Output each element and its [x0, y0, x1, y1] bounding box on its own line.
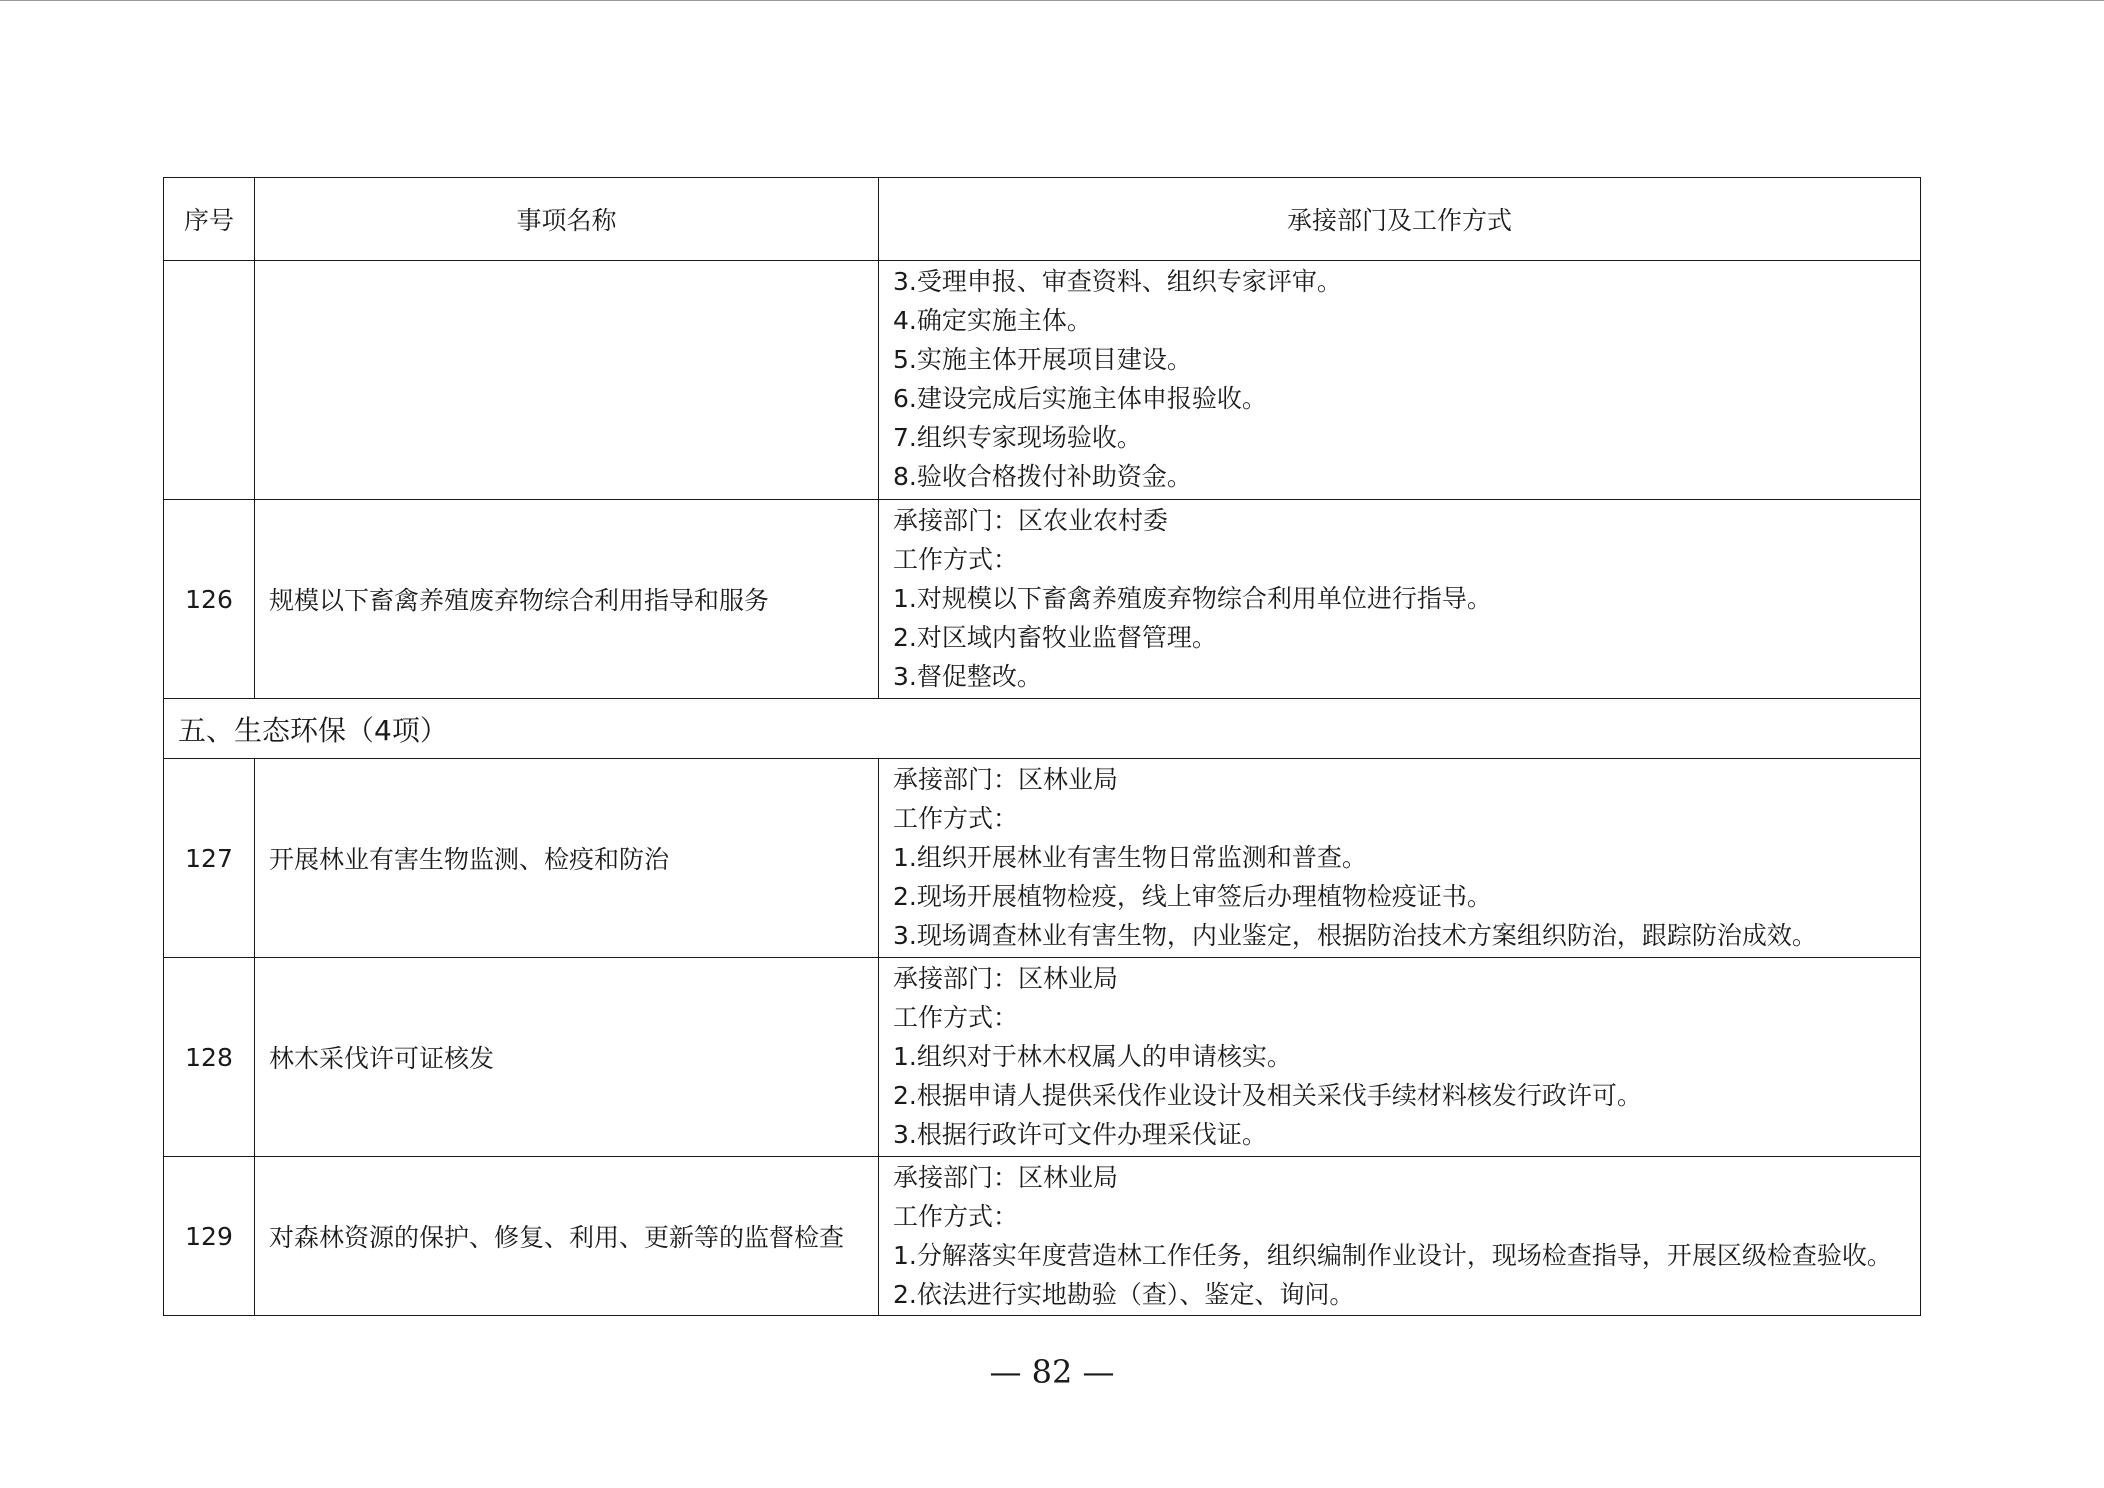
row-dept: [879, 1157, 1921, 1316]
dept-line: 1.组织开展林业有害生物日常监测和普查。: [893, 843, 1367, 872]
dept-line: 工作方式：: [893, 1202, 1019, 1231]
dept-line: 承接部门：区林业局: [893, 964, 1119, 993]
row-seq: 126: [164, 500, 255, 699]
matters-table: [163, 177, 1921, 1316]
dept-line: 3.现场调查林业有害生物，内业鉴定，根据防治技术方案组织防治，跟踪防治成效。: [893, 921, 1817, 950]
section-title: 五、生态环保（4项）: [164, 699, 1921, 759]
dept-line: 承接部门：区林业局: [893, 1163, 1119, 1192]
row-dept: [879, 958, 1921, 1157]
dept-line: 4.确定实施主体。: [893, 306, 1092, 335]
table-header-row: [164, 178, 1921, 261]
dept-line: 工作方式：: [893, 804, 1019, 833]
dept-line: 2.对区域内畜牧业监督管理。: [893, 623, 1217, 652]
row-seq: [164, 261, 255, 500]
header-dept: 承接部门及工作方式: [879, 178, 1921, 261]
row-name: 对森林资源的保护、修复、利用、更新等的监督检查: [255, 1157, 879, 1316]
row-name: 规模以下畜禽养殖废弃物综合利用指导和服务: [255, 500, 879, 699]
header-seq: 序号: [164, 178, 255, 261]
section-row: [164, 699, 1921, 759]
dept-line: 1.对规模以下畜禽养殖废弃物综合利用单位进行指导。: [893, 584, 1492, 613]
dept-line: 2.依法进行实地勘验（查）、鉴定、询问。: [893, 1280, 1355, 1309]
row-dept: [879, 759, 1921, 958]
page-top-edge: [0, 0, 2104, 1]
dept-line: 5.实施主体开展项目建设。: [893, 345, 1192, 374]
table-row: [164, 1157, 1921, 1316]
row-name: [255, 261, 879, 500]
dept-line: 承接部门：区农业农村委: [893, 506, 1169, 535]
dept-line: 8.验收合格拨付补助资金。: [893, 462, 1192, 491]
row-name: 开展林业有害生物监测、检疫和防治: [255, 759, 879, 958]
row-dept: [879, 500, 1921, 699]
row-name: 林木采伐许可证核发: [255, 958, 879, 1157]
dept-line: 1.分解落实年度营造林工作任务，组织编制作业设计，现场检查指导，开展区级检查验收。: [893, 1241, 1892, 1270]
row-seq: 128: [164, 958, 255, 1157]
dept-line: 7.组织专家现场验收。: [893, 423, 1142, 452]
dept-line: 3.督促整改。: [893, 662, 1042, 691]
dept-line: 工作方式：: [893, 1003, 1019, 1032]
dept-line: 3.根据行政许可文件办理采伐证。: [893, 1120, 1267, 1149]
header-name: 事项名称: [255, 178, 879, 261]
table-row: [164, 500, 1921, 699]
row-seq: 127: [164, 759, 255, 958]
dept-line: 工作方式：: [893, 545, 1019, 574]
dept-line: 2.根据申请人提供采伐作业设计及相关采伐手续材料核发行政许可。: [893, 1081, 1642, 1110]
dept-line: 1.组织对于林木权属人的申请核实。: [893, 1042, 1292, 1071]
dept-line: 3.受理申报、审查资料、组织专家评审。: [893, 267, 1342, 296]
row-seq: 129: [164, 1157, 255, 1316]
dept-line: 2.现场开展植物检疫，线上审签后办理植物检疫证书。: [893, 882, 1492, 911]
row-dept: [879, 261, 1921, 500]
dept-line: 6.建设完成后实施主体申报验收。: [893, 384, 1267, 413]
table-row: [164, 759, 1921, 958]
table-row: [164, 958, 1921, 1157]
table-row-continued: [164, 261, 1921, 500]
page-number: — 82 —: [989, 1353, 1115, 1391]
dept-line: 承接部门：区林业局: [893, 765, 1119, 794]
